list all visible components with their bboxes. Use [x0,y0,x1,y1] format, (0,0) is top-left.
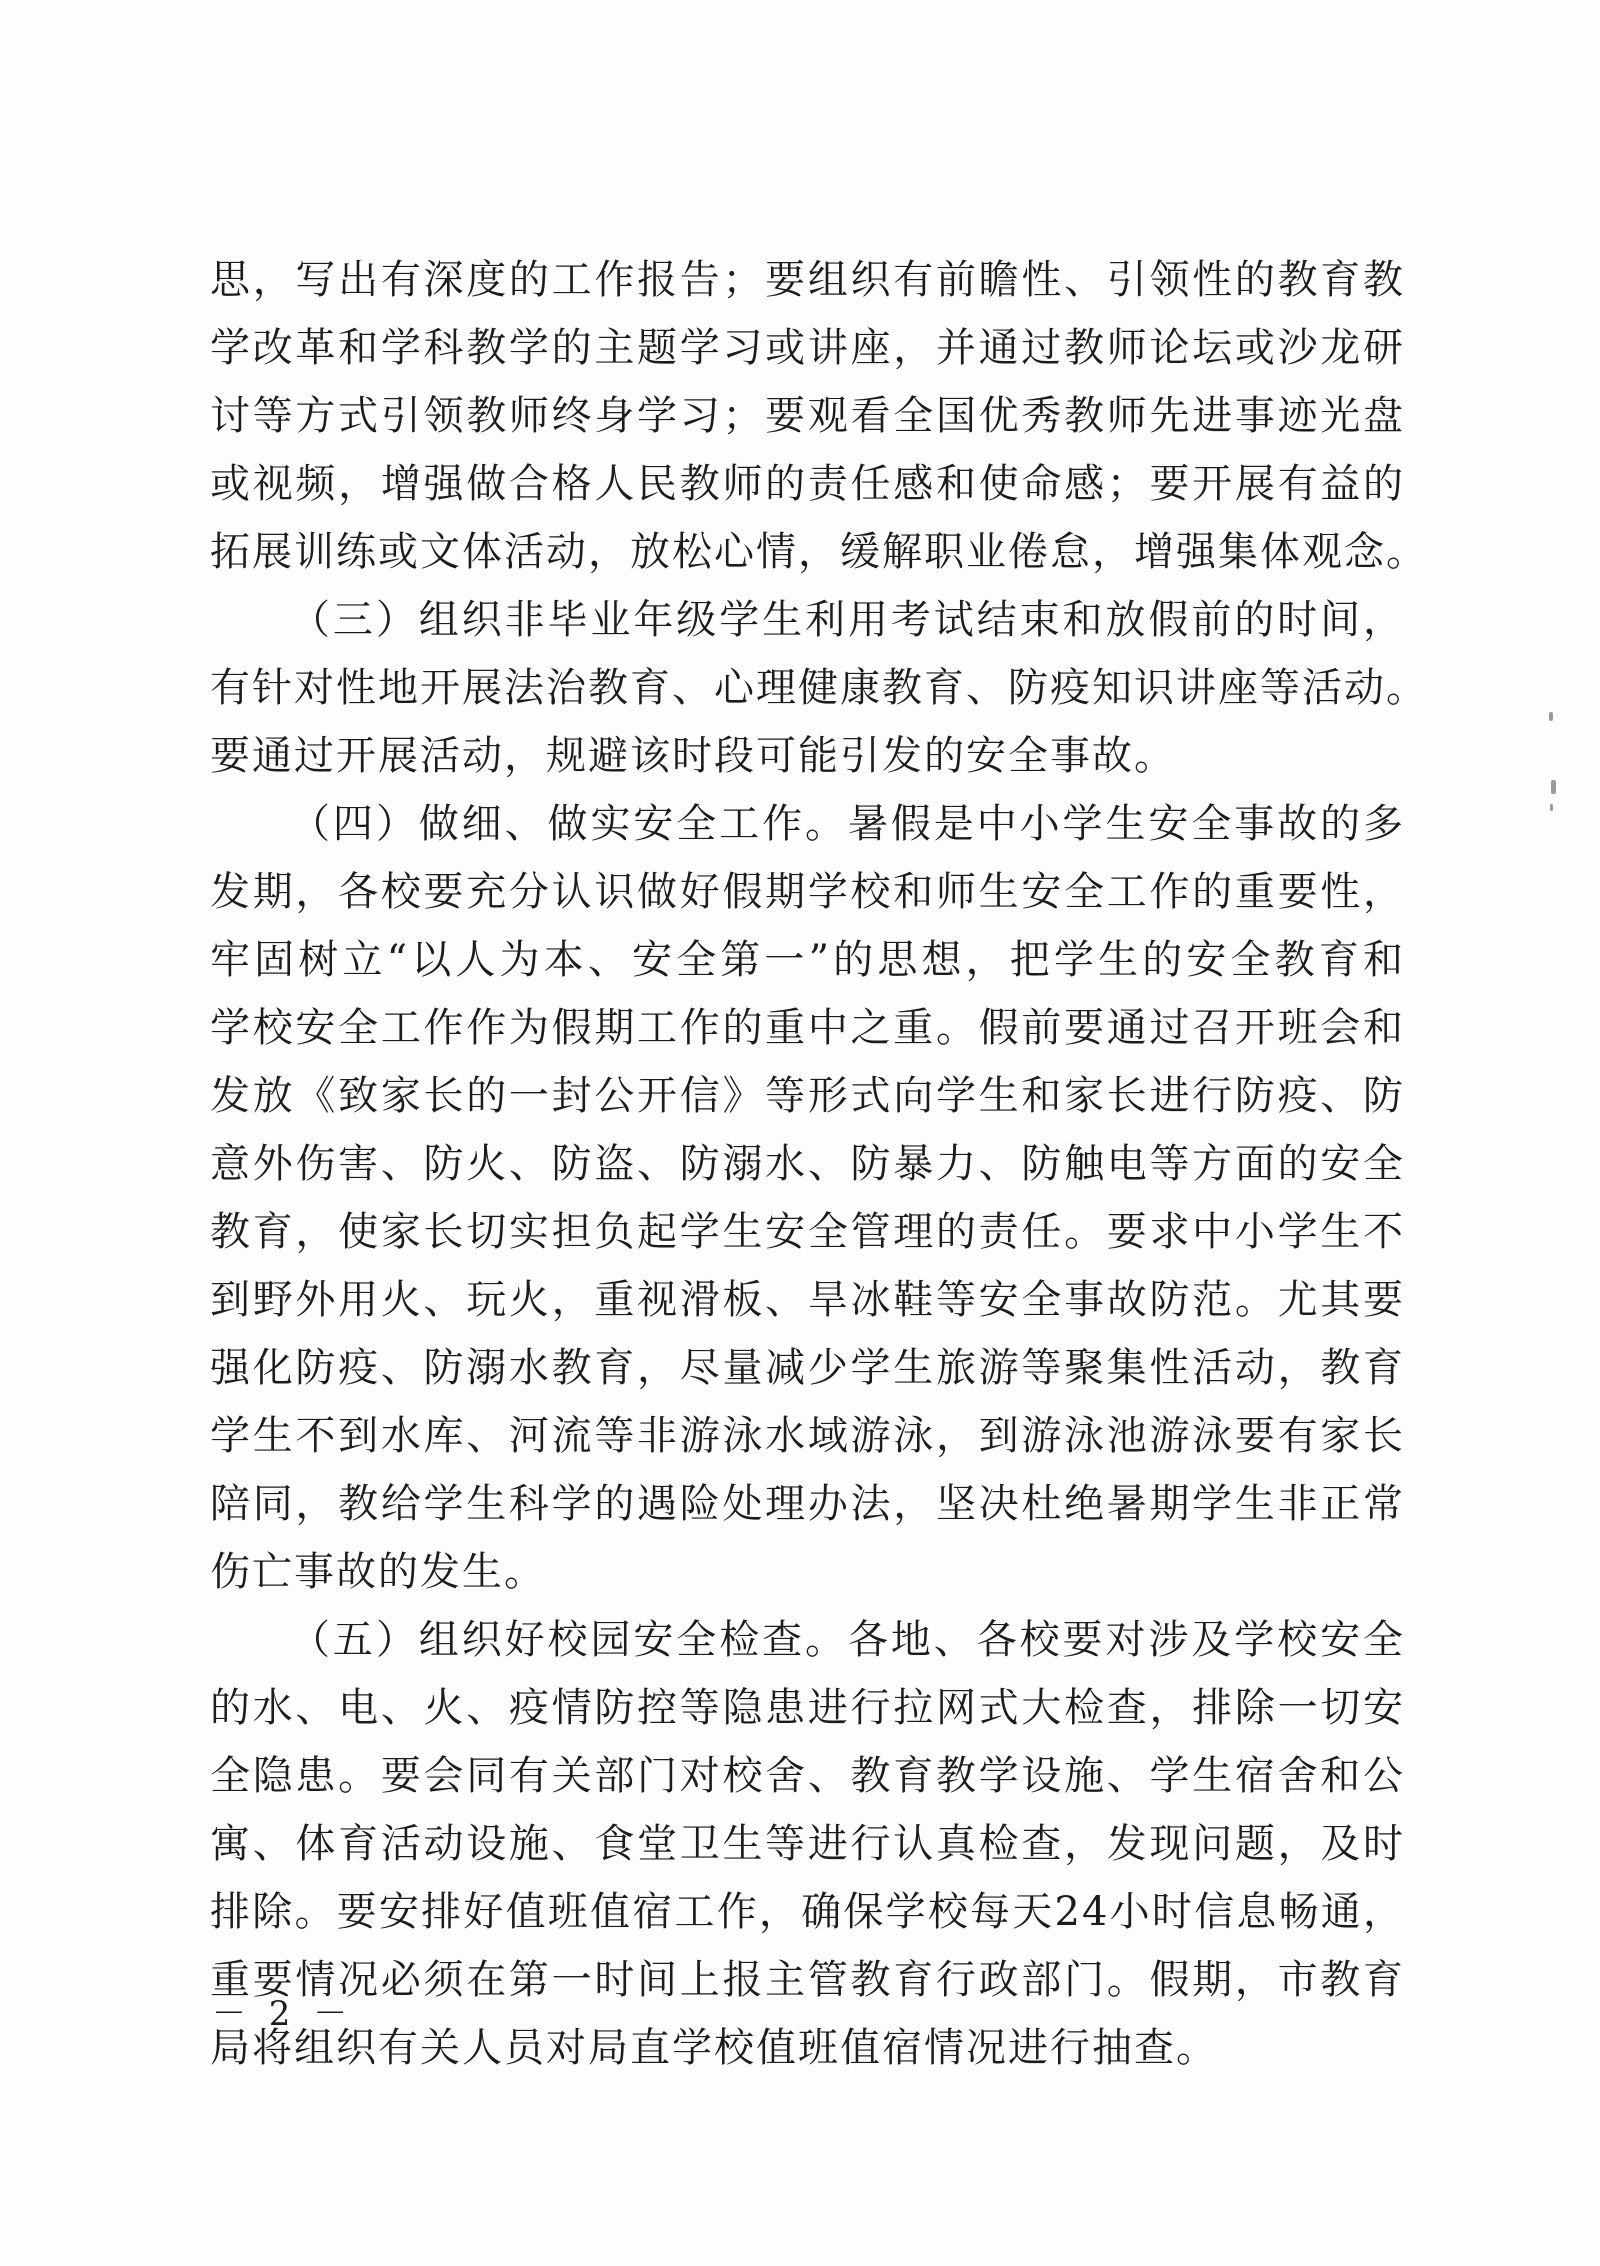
page-number: － 2 － [212,1994,354,2034]
text-line: 局将组织有关人员对局直学校值班值宿情况进行抽查。 [210,2025,1218,2071]
text-line: （五）组织好校园安全检查。各地、各校要对涉及学校安全 [290,1617,1405,1663]
text-line: 学改革和学科教学的主题学习或讲座，并通过教师论坛或沙龙研 [210,325,1405,371]
text-line: 全隐患。要会同有关部门对校舍、教育教学设施、学生宿舍和公 [210,1753,1405,1799]
text-line: 教育，使家长切实担负起学生安全管理的责任。要求中小学生不 [210,1209,1405,1255]
text-line: 到野外用火、玩火，重视滑板、旱冰鞋等安全事故防范。尤其要 [210,1277,1405,1323]
text-line: 陪同，教给学生科学的遇险处理办法，坚决杜绝暑期学生非正常 [210,1481,1405,1527]
text-line: 思，写出有深度的工作报告；要组织有前瞻性、引领性的教育教 [210,257,1405,303]
text-line: 要通过开展活动，规避该时段可能引发的安全事故。 [210,733,1176,779]
text-line: 排除。要安排好值班值宿工作，确保学校每天24小时信息畅通， [210,1889,1405,1935]
text-line: 寓、体育活动设施、食堂卫生等进行认真检查，发现问题，及时 [210,1821,1405,1867]
scan-speck [1551,780,1556,794]
text-line: 发期，各校要充分认识做好假期学校和师生安全工作的重要性， [210,869,1405,915]
text-line: 伤亡事故的发生。 [210,1549,546,1595]
text-line: 重要情况必须在第一时间上报主管教育行政部门。假期，市教育 [210,1957,1405,2003]
text-line: 有针对性地开展法治教育、心理健康教育、防疫知识讲座等活动。 [210,665,1428,711]
text-line: 牢固树立“以人为本、安全第一”的思想，把学生的安全教育和 [210,937,1405,983]
scan-speck [1550,804,1553,811]
text-line: 意外伤害、防火、防盗、防溺水、防暴力、防触电等方面的安全 [210,1141,1405,1187]
text-line: 发放《致家长的一封公开信》等形式向学生和家长进行防疫、防 [210,1073,1405,1119]
text-line: 拓展训练或文体活动，放松心情，缓解职业倦怠，增强集体观念。 [210,529,1428,575]
text-line: 强化防疫、防溺水教育，尽量减少学生旅游等聚集性活动，教育 [210,1345,1405,1391]
text-line: 或视频，增强做合格人民教师的责任感和使命感；要开展有益的 [210,461,1405,507]
text-line: （三）组织非毕业年级学生利用考试结束和放假前的时间， [290,597,1405,643]
text-line: 的水、电、火、疫情防控等隐患进行拉网式大检查，排除一切安 [210,1685,1405,1731]
text-line: （四）做细、做实安全工作。暑假是中小学生安全事故的多 [290,801,1405,847]
text-line: 学生不到水库、河流等非游泳水域游泳，到游泳池游泳要有家长 [210,1413,1405,1459]
text-line: 讨等方式引领教师终身学习；要观看全国优秀教师先进事迹光盘 [210,393,1405,439]
text-line: 学校安全工作作为假期工作的重中之重。假前要通过召开班会和 [210,1005,1405,1051]
scan-speck [1549,712,1553,721]
